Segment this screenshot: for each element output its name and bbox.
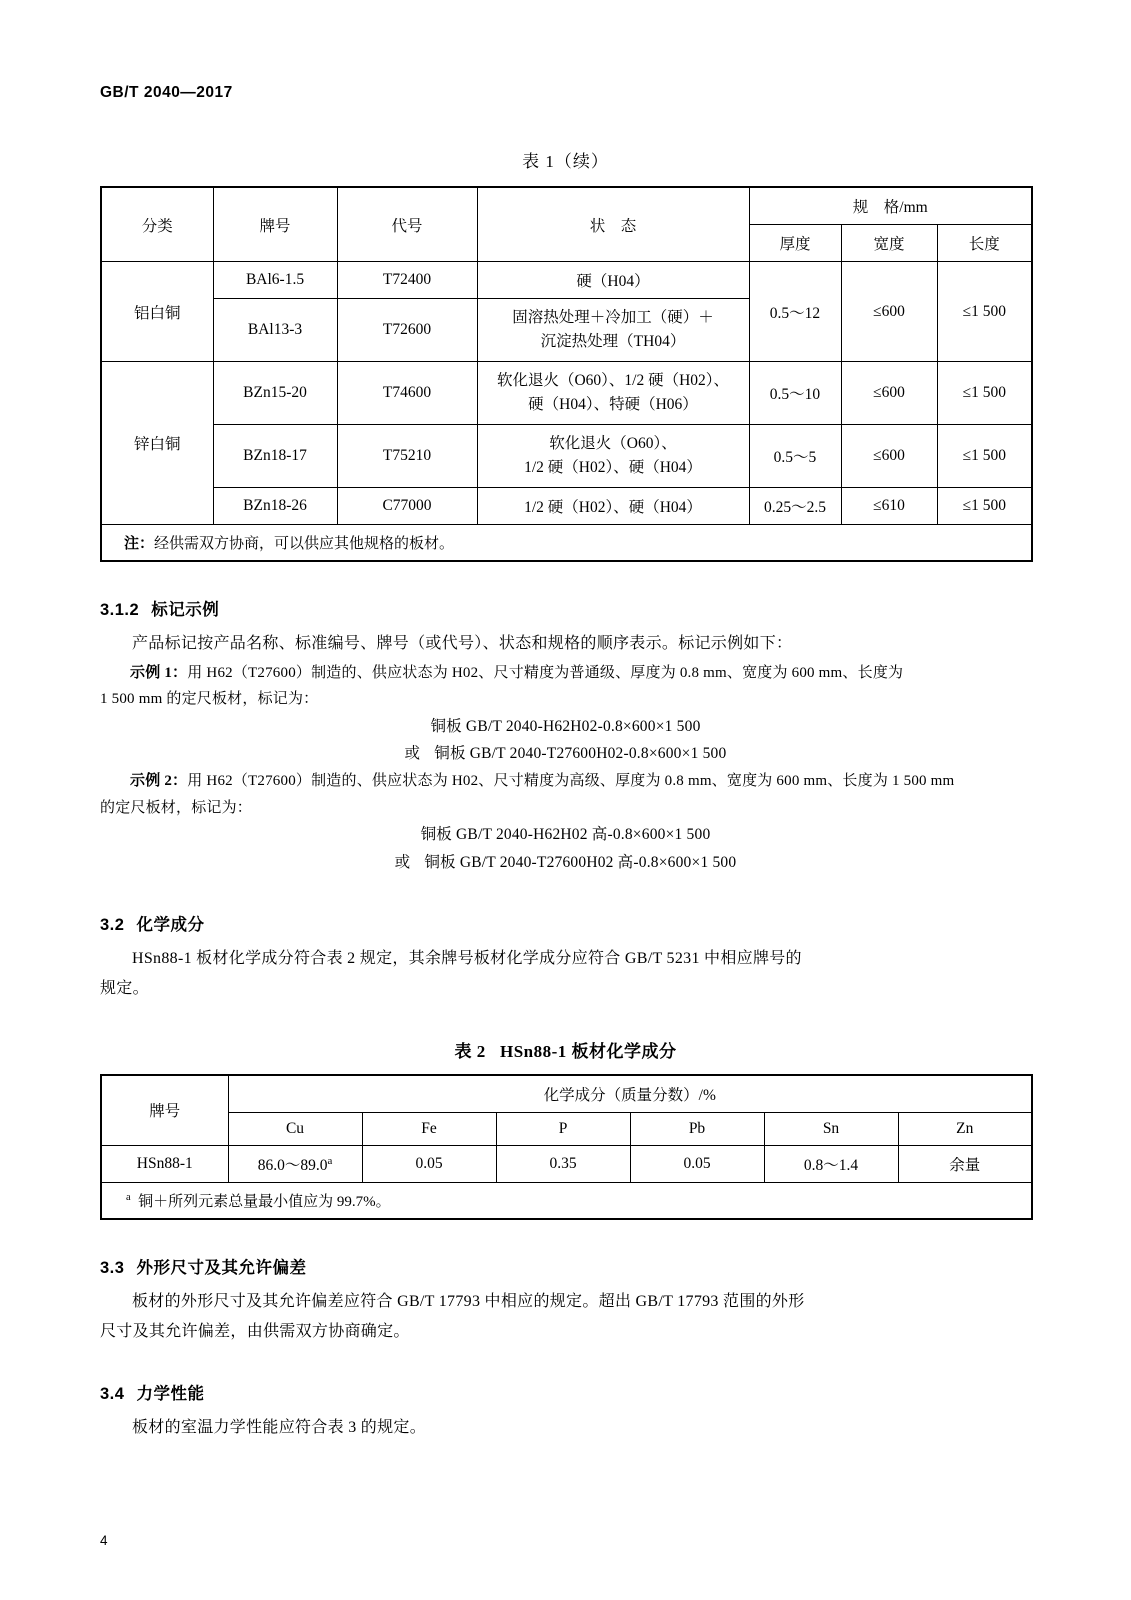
cell-code: T72400 (337, 262, 477, 299)
para-3-2-line-1: HSn88-1 板材化学成分符合表 2 规定，其余牌号板材化学成分应符合 GB/T 5231 中相应牌号的 (132, 949, 802, 967)
th-p: P (496, 1112, 630, 1145)
example-2-mark-1: 铜板 GB/T 2040-H62H02 高-0.8×600×1 500 (420, 825, 711, 843)
note-label: 注： (124, 536, 155, 553)
para-3-3-line-2: 尺寸及其允许偏差，由供需双方协商确定。 (100, 1322, 410, 1340)
example-2-mark-2: 铜板 GB/T 2040-T27600H02 高-0.8×600×1 500 (424, 853, 737, 871)
cell-p: 0.35 (496, 1145, 630, 1182)
cell-length: ≤1 500 (937, 488, 1032, 525)
th-classification: 分类 (101, 187, 213, 262)
heading-number: 3.2 (100, 915, 125, 934)
cell-grade: BAl13-3 (213, 299, 337, 362)
cell-grade: BZn15-20 (213, 362, 337, 425)
cell-state (477, 362, 749, 425)
cell-thickness: 0.5～12 (749, 262, 841, 362)
th-code: 代号 (337, 187, 477, 262)
table-row (101, 262, 1032, 299)
th-grade: 牌号 (101, 1075, 228, 1146)
table-1 (100, 186, 1033, 562)
heading-number: 3.4 (100, 1384, 125, 1403)
th-spec-group: 规 格/mm (749, 187, 1032, 225)
cell-state: 1/2 硬（H02）、硬（H04） (477, 488, 749, 525)
heading-3-4 (100, 1380, 1031, 1404)
para-3-1-2-intro: 产品标记按产品名称、标准编号、牌号（或代号）、状态和规格的顺序表示。标记示例如下： (132, 635, 793, 653)
example-1-line-1 (100, 660, 1031, 686)
cell-code: T74600 (337, 362, 477, 425)
example-1-mark-1: 铜板 GB/T 2040-H62H02-0.8×600×1 500 (430, 717, 701, 735)
th-length: 长度 (937, 225, 1032, 262)
cell-grade: BZn18-17 (213, 425, 337, 488)
example-2-line-2: 的定尺板材，标记为： (100, 799, 253, 816)
cell-state: 硬（H04） (477, 262, 749, 299)
heading-title: 化学成分 (136, 915, 205, 934)
table1-note (101, 525, 1032, 562)
cell-code: T72600 (337, 299, 477, 362)
example-1-mark-2-wrap (100, 740, 1031, 768)
example-2-text: 用 H62（T27600）制造的、供应状态为 H02、尺寸精度为高级、厚度为 0.8 mm、宽度为 600 mm、长度为 1 500 mm (187, 773, 955, 790)
state-line-2: 1/2 硬（H02）、硬（H04） (524, 459, 702, 477)
cell-cu-footnote-marker: a (327, 1154, 333, 1167)
para-3-2-line-2: 规定。 (100, 979, 149, 997)
heading-3-3 (100, 1254, 1031, 1278)
table2-footnote (101, 1182, 1032, 1219)
table-row (101, 1075, 1032, 1113)
table1-caption: 表 1（续） (522, 152, 609, 171)
footnote-marker: a (126, 1191, 131, 1203)
table2-caption-num: 表 2 (454, 1041, 486, 1061)
heading-3-2 (100, 911, 1031, 935)
cell-thickness: 0.5～10 (749, 362, 841, 425)
cell-pb: 0.05 (630, 1145, 764, 1182)
page-number: 4 (100, 1533, 108, 1548)
cell-grade: BAl6-1.5 (213, 262, 337, 299)
table-row (101, 488, 1032, 525)
example-1-text: 用 H62（T27600）制造的、供应状态为 H02、尺寸精度为普通级、厚度为 0.8 mm、宽度为 600 mm、长度为 (187, 665, 904, 682)
example-1-label: 示例 1： (130, 665, 188, 682)
para-3-4-line-1: 板材的室温力学性能应符合表 3 的规定。 (132, 1418, 427, 1436)
table2-caption-title: HSn88-1 板材化学成分 (499, 1041, 677, 1061)
cell-code: T75210 (337, 425, 477, 488)
example-1-alt-label: 或 (404, 745, 421, 763)
example-1-mark-2: 铜板 GB/T 2040-T27600H02-0.8×600×1 500 (434, 745, 727, 763)
cell-width: ≤600 (841, 262, 937, 362)
cell-zn: 余量 (898, 1145, 1032, 1182)
heading-number: 3.1.2 (100, 601, 140, 620)
cell-cu-value: 86.0～89.0 (257, 1156, 328, 1174)
heading-3-1-2 (100, 596, 1031, 620)
heading-title: 标记示例 (151, 601, 220, 620)
state-line-1: 软化退火（O60）、 (549, 435, 677, 453)
th-state: 状 态 (477, 187, 749, 262)
cell-thickness: 0.5～5 (749, 425, 841, 488)
th-zn: Zn (898, 1112, 1032, 1145)
table-row (101, 1182, 1032, 1219)
table-2 (100, 1074, 1033, 1220)
heading-number: 3.3 (100, 1258, 125, 1277)
cell-grade: BZn18-26 (213, 488, 337, 525)
table-row (101, 525, 1032, 562)
th-fe: Fe (362, 1112, 496, 1145)
example-1-line-2: 1 500 mm 的定尺板材，标记为： (100, 691, 319, 708)
cell-state (477, 425, 749, 488)
cell-width: ≤600 (841, 425, 937, 488)
heading-title: 外形尺寸及其允许偏差 (136, 1258, 307, 1277)
page-header: GB/T 2040—2017 (100, 84, 233, 101)
note-text: 经供需双方协商，可以供应其他规格的板材。 (154, 536, 455, 553)
para-3-3-line-1: 板材的外形尺寸及其允许偏差应符合 GB/T 17793 中相应的规定。超出 GB/T 17793 范围的外形 (132, 1292, 805, 1310)
example-2-alt-label: 或 (394, 853, 411, 871)
th-grade: 牌号 (213, 187, 337, 262)
th-sn: Sn (764, 1112, 898, 1145)
table-row (101, 362, 1032, 425)
table2-caption (100, 1037, 1031, 1062)
state-line-1: 固溶热处理＋冷加工（硬）＋ (512, 309, 714, 326)
example-2-line-1 (100, 768, 1031, 794)
cell-cu (228, 1145, 362, 1182)
th-cu: Cu (228, 1112, 362, 1145)
cell-length: ≤1 500 (937, 425, 1032, 488)
cell-length: ≤1 500 (937, 362, 1032, 425)
footnote-text: 铜＋所列元素总量最小值应为 99.7%。 (138, 1193, 391, 1210)
cell-classification: 铝白铜 (101, 262, 213, 362)
cell-thickness: 0.25～2.5 (749, 488, 841, 525)
th-composition-group: 化学成分（质量分数）/% (228, 1075, 1032, 1113)
table-row (101, 1145, 1032, 1182)
cell-grade: HSn88-1 (101, 1145, 228, 1182)
cell-width: ≤600 (841, 362, 937, 425)
state-line-2: 硬（H04）、特硬（H06） (528, 396, 698, 414)
th-pb: Pb (630, 1112, 764, 1145)
state-line-2: 沉淀热处理（TH04） (540, 333, 686, 351)
table-row (101, 1112, 1032, 1145)
table-row (101, 425, 1032, 488)
cell-state (477, 299, 749, 362)
example-2-label: 示例 2： (130, 773, 188, 790)
example-2-mark-2-wrap (100, 849, 1031, 877)
heading-title: 力学性能 (136, 1384, 205, 1403)
state-line-1: 软化退火（O60）、1/2 硬（H02）、 (496, 372, 730, 390)
cell-code: C77000 (337, 488, 477, 525)
cell-sn: 0.8～1.4 (764, 1145, 898, 1182)
cell-length: ≤1 500 (937, 262, 1032, 362)
cell-width: ≤610 (841, 488, 937, 525)
cell-fe: 0.05 (362, 1145, 496, 1182)
cell-classification: 锌白铜 (101, 362, 213, 525)
table-row (101, 187, 1032, 225)
th-width: 宽度 (841, 225, 937, 262)
th-thickness: 厚度 (749, 225, 841, 262)
